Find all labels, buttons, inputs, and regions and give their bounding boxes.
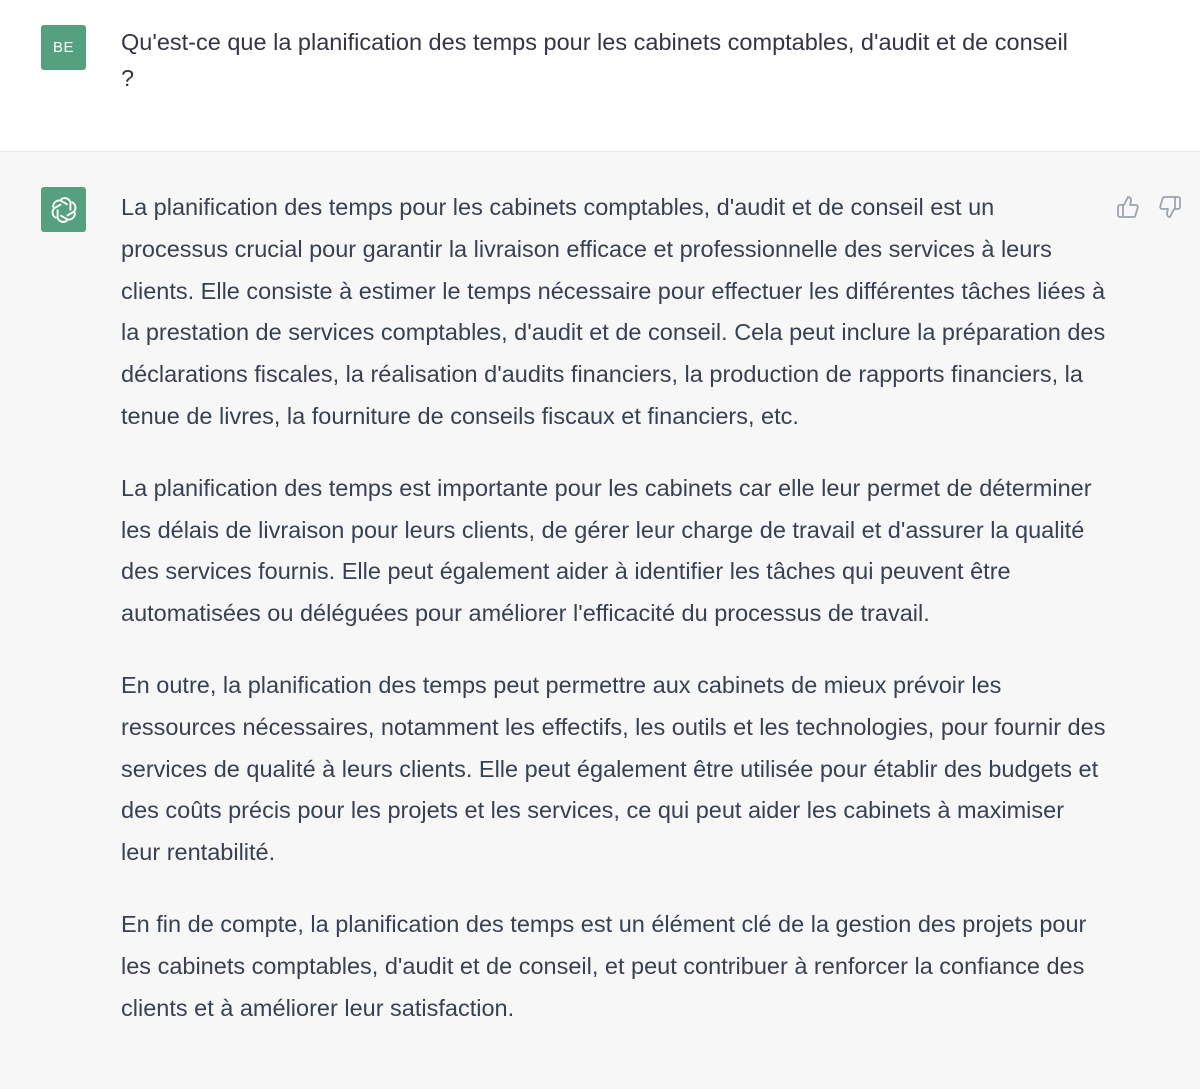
answer-paragraph: La planification des temps est importante pour les cabinets car elle leur permet de déterminer les délais de livraison pour leurs clients, de gérer leur charge de travail et d'assurer la qualité des services fournis. Elle peut également aider à identifier les tâches qui peuvent être automatisées ou déléguées pour améliorer l'efficacité du processus de travail. [121, 474, 1092, 627]
openai-logo-icon [48, 194, 80, 226]
assistant-answer [121, 187, 1106, 1059]
answer-paragraph: En fin de compte, la planification des temps est un élément clé de la gestion des projets pour les cabinets comptables, d'audit et de conseil, et peut contribuer à renforcer la confiance des clients et à améliorer leur satisfaction. [121, 910, 1087, 1021]
answer-paragraph: La planification des temps pour les cabinets comptables, d'audit et de conseil est un processus crucial pour garantir la livraison efficace et professionnelle des services à leurs clients. Elle consiste à estimer le temps nécessaire pour effectuer les différentes tâches liées à la prestation de services comptables, d'audit et de conseil. Cela peut inclure la préparation des déclarations fiscales, la réalisation d'audits financiers, la production de rapports financiers, la tenue de livres, la fourniture de conseils fiscaux et financiers, etc. [121, 194, 1106, 429]
assistant-avatar [41, 187, 86, 232]
answer-paragraph: En outre, la planification des temps peut permettre aux cabinets de mieux prévoir les ressources nécessaires, notamment les effectifs, les outils et les technologies, pour fournir des services de qualité à leurs clients. Elle peut également être utilisée pour établir des budgets et des coûts précis pour les projets et les services, ce qui peut aider les cabinets à maximiser leur rentabilité. [121, 671, 1106, 866]
thumbs-up-button[interactable] [1115, 194, 1141, 220]
thumbs-down-button[interactable] [1157, 194, 1183, 220]
user-message-row [0, 0, 1200, 152]
user-message-text: Qu'est-ce que la planification des temps pour les cabinets comptables, d'audit et de conseil ? [121, 29, 1068, 91]
user-avatar: BE [41, 25, 86, 70]
assistant-message-row [0, 152, 1200, 1089]
thumbs-up-icon [1116, 195, 1140, 219]
thumbs-down-icon [1158, 195, 1182, 219]
